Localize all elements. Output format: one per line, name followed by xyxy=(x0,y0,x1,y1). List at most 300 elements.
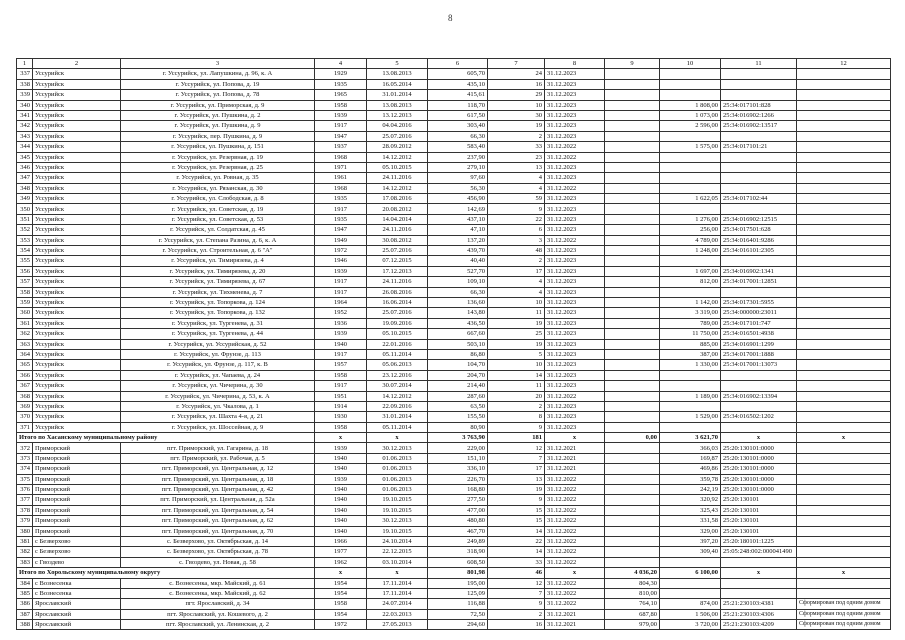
cell-resettlement-deadline: 31.12.2023 xyxy=(545,162,605,172)
cell-cadastral-number xyxy=(721,557,797,567)
cell-municipality: Приморский xyxy=(33,443,121,453)
cell-address: пгт. Приморский, ул. Центральная, д. 54 xyxy=(121,505,315,515)
cell-land-area: 1 142,00 xyxy=(660,297,721,307)
cell-value-9 xyxy=(605,266,660,276)
cell-municipality: Уссурийск xyxy=(33,152,121,162)
cell-address: г. Уссурийск, ул. Чичерина, д. 30 xyxy=(121,381,315,391)
cell-address: пгт. Ярославский, ул. Ленинская, д. 2 xyxy=(121,620,315,630)
table-row xyxy=(17,588,891,598)
cell-municipality: Ярославский xyxy=(33,609,121,619)
cell-resettlement-deadline: 31.12.2022 xyxy=(545,183,605,193)
cell-build-year: 1972 xyxy=(315,246,367,256)
cell-value-9: 687,80 xyxy=(605,609,660,619)
cell-land-area: 2 596,00 xyxy=(660,121,721,131)
cell-row-number: 357 xyxy=(17,277,33,287)
cell-residents: 5 xyxy=(488,349,545,359)
cell-land-area xyxy=(660,183,721,193)
cell-area: 56,30 xyxy=(428,183,488,193)
cell-note xyxy=(797,69,891,79)
table-row xyxy=(17,142,891,152)
cell-cadastral-number xyxy=(721,79,797,89)
cell-residents: 8 xyxy=(488,412,545,422)
cell-area: 195,00 xyxy=(428,578,488,588)
cell-residents: 19 xyxy=(488,318,545,328)
cell-note xyxy=(797,256,891,266)
cell-note xyxy=(797,287,891,297)
cell-area: 104,70 xyxy=(428,360,488,370)
cell-cadastral-number xyxy=(721,588,797,598)
cell-area: 667,60 xyxy=(428,329,488,339)
cell-resettlement-deadline: 31.12.2021 xyxy=(545,464,605,474)
cell-note xyxy=(797,526,891,536)
cell-address: г. Уссурийск, ул. Чкалова, д. 1 xyxy=(121,401,315,411)
cell-residents: 33 xyxy=(488,557,545,567)
cell-build-year: 1939 xyxy=(315,443,367,453)
cell-resettlement-deadline: 31.12.2023 xyxy=(545,100,605,110)
cell-note xyxy=(797,297,891,307)
cell-row-number: 376 xyxy=(17,485,33,495)
cell-build-year: 1917 xyxy=(315,204,367,214)
cell-cadastral-number: 25:21:230103:4306 xyxy=(721,609,797,619)
cell-resettlement-deadline: 31.12.2023 xyxy=(545,318,605,328)
cell-build-year: 1958 xyxy=(315,599,367,609)
cell-note xyxy=(797,235,891,245)
cell-value-9 xyxy=(605,536,660,546)
cell-municipality: Уссурийск xyxy=(33,173,121,183)
table-row xyxy=(17,329,891,339)
cell-build-year: 1917 xyxy=(315,381,367,391)
cell-row-number: 361 xyxy=(17,318,33,328)
cell-build-year: 1972 xyxy=(315,620,367,630)
cell-row-number: 352 xyxy=(17,225,33,235)
cell-address: г. Уссурийск, ул. Топоркова, д. 132 xyxy=(121,308,315,318)
cell-value-9 xyxy=(605,412,660,422)
cell-build-year: 1958 xyxy=(315,100,367,110)
cell-resettlement-deadline: 31.12.2023 xyxy=(545,110,605,120)
cell-recognition-date: 01.06.2013 xyxy=(367,453,428,463)
cell-build-year: 1951 xyxy=(315,391,367,401)
cell-cadastral-number xyxy=(721,162,797,172)
subtotal-area: 801,98 xyxy=(428,568,488,578)
cell-land-area xyxy=(660,69,721,79)
cell-recognition-date: 13.08.2013 xyxy=(367,69,428,79)
cell-address: г. Уссурийск, ул. Пушкина, д. 151 xyxy=(121,142,315,152)
cell-row-number: 387 xyxy=(17,609,33,619)
cell-residents: 3 xyxy=(488,235,545,245)
cell-resettlement-deadline: 31.12.2023 xyxy=(545,131,605,141)
cell-row-number: 347 xyxy=(17,173,33,183)
cell-resettlement-deadline: 31.12.2023 xyxy=(545,308,605,318)
cell-value-9 xyxy=(605,547,660,557)
cell-land-area: 320,92 xyxy=(660,495,721,505)
cell-cadastral-number: 25:34:016902:1266 xyxy=(721,110,797,120)
cell-land-area: 469,86 xyxy=(660,464,721,474)
cell-land-area: 1 330,00 xyxy=(660,360,721,370)
cell-municipality: Уссурийск xyxy=(33,391,121,401)
cell-row-number: 349 xyxy=(17,194,33,204)
subtotal-land-area: 6 100,00 xyxy=(660,568,721,578)
cell-resettlement-deadline: 31.12.2023 xyxy=(545,266,605,276)
cell-residents: 4 xyxy=(488,287,545,297)
cell-note xyxy=(797,453,891,463)
cell-land-area: 329,00 xyxy=(660,526,721,536)
cell-land-area xyxy=(660,173,721,183)
cell-address: г. Уссурийск, ул. Чичерина, д. 53, к. А xyxy=(121,391,315,401)
cell-address: г. Уссурийск, ул. Ровная, д. 35 xyxy=(121,173,315,183)
cell-value-9 xyxy=(605,474,660,484)
cell-area: 137,20 xyxy=(428,235,488,245)
cell-residents: 2 xyxy=(488,131,545,141)
cell-build-year: 1935 xyxy=(315,79,367,89)
cell-value-9 xyxy=(605,557,660,567)
cell-area: 168,80 xyxy=(428,485,488,495)
cell-build-year: 1939 xyxy=(315,110,367,120)
cell-row-number: 364 xyxy=(17,349,33,359)
cell-land-area: 387,00 xyxy=(660,349,721,359)
cell-resettlement-deadline: 31.12.2023 xyxy=(545,349,605,359)
cell-recognition-date: 16.06.2014 xyxy=(367,297,428,307)
table-row xyxy=(17,547,891,557)
cell-note xyxy=(797,318,891,328)
cell-note xyxy=(797,339,891,349)
cell-municipality: Уссурийск xyxy=(33,90,121,100)
cell-recognition-date: 27.05.2013 xyxy=(367,620,428,630)
cell-row-number: 365 xyxy=(17,360,33,370)
cell-land-area: 1 697,00 xyxy=(660,266,721,276)
cell-residents: 14 xyxy=(488,526,545,536)
cell-address: г. Уссурийск, ул. Строительная, д. 6 "А" xyxy=(121,246,315,256)
cell-residents: 7 xyxy=(488,453,545,463)
table-row xyxy=(17,266,891,276)
cell-area: 279,10 xyxy=(428,162,488,172)
subtotal-build-year: x xyxy=(315,568,367,578)
cell-build-year: 1935 xyxy=(315,194,367,204)
cell-area: 47,10 xyxy=(428,225,488,235)
column-number-header-row xyxy=(17,59,891,69)
cell-value-9 xyxy=(605,110,660,120)
cell-note xyxy=(797,204,891,214)
cell-recognition-date: 31.01.2014 xyxy=(367,412,428,422)
cell-recognition-date: 19.10.2015 xyxy=(367,526,428,536)
cell-address: г. Уссурийск, ул. Шахта 4-я, д. 21 xyxy=(121,412,315,422)
table-row xyxy=(17,609,891,619)
cell-address: г. Уссурийск, ул. Уссурийская, д. 52 xyxy=(121,339,315,349)
cell-note xyxy=(797,443,891,453)
cell-value-9 xyxy=(605,152,660,162)
cell-value-9 xyxy=(605,495,660,505)
cell-residents: 19 xyxy=(488,339,545,349)
table-row xyxy=(17,287,891,297)
cell-resettlement-deadline: 31.12.2023 xyxy=(545,339,605,349)
subtotal-recognition-date: x xyxy=(367,568,428,578)
cell-address: г. Уссурийск, ул. Фрунзе, д. 113 xyxy=(121,349,315,359)
cell-note xyxy=(797,547,891,557)
column-number-header: 3 xyxy=(121,59,315,69)
cell-area: 151,10 xyxy=(428,453,488,463)
table-row xyxy=(17,349,891,359)
cell-municipality: с Вознесенка xyxy=(33,578,121,588)
cell-land-area xyxy=(660,422,721,432)
table-row xyxy=(17,422,891,432)
cell-value-9 xyxy=(605,391,660,401)
cell-row-number: 338 xyxy=(17,79,33,89)
cell-municipality: Ярославский xyxy=(33,620,121,630)
table-row xyxy=(17,464,891,474)
cell-area: 125,09 xyxy=(428,588,488,598)
cell-cadastral-number: 25:20:130101:0000 xyxy=(721,453,797,463)
cell-build-year: 1962 xyxy=(315,557,367,567)
cell-municipality: Уссурийск xyxy=(33,256,121,266)
cell-resettlement-deadline: 31.12.2023 xyxy=(545,381,605,391)
cell-cadastral-number: 25:21:230103:4381 xyxy=(721,599,797,609)
table-row xyxy=(17,308,891,318)
cell-build-year: 1946 xyxy=(315,256,367,266)
cell-note xyxy=(797,381,891,391)
cell-row-number: 360 xyxy=(17,308,33,318)
subtotal-row xyxy=(17,568,891,578)
cell-land-area xyxy=(660,90,721,100)
cell-recognition-date: 20.08.2012 xyxy=(367,204,428,214)
cell-cadastral-number: 25:34:016502:1202 xyxy=(721,412,797,422)
cell-municipality: Приморский xyxy=(33,464,121,474)
cell-address: г. Уссурийск, ул. Фрунзе, д. 117, к. В xyxy=(121,360,315,370)
cell-resettlement-deadline: 31.12.2021 xyxy=(545,620,605,630)
cell-residents: 10 xyxy=(488,297,545,307)
cell-residents: 22 xyxy=(488,214,545,224)
subtotal-label: Итого по Хорольскому муниципальному округу xyxy=(17,568,315,578)
cell-cadastral-number xyxy=(721,69,797,79)
cell-area: 86,80 xyxy=(428,349,488,359)
cell-recognition-date: 24.11.2016 xyxy=(367,173,428,183)
cell-address: г. Уссурийск, ул. Резервная, д. 19 xyxy=(121,152,315,162)
cell-area: 608,50 xyxy=(428,557,488,567)
cell-row-number: 370 xyxy=(17,412,33,422)
table-row xyxy=(17,536,891,546)
cell-resettlement-deadline: 31.12.2021 xyxy=(545,453,605,463)
cell-row-number: 356 xyxy=(17,266,33,276)
cell-value-9 xyxy=(605,526,660,536)
cell-resettlement-deadline: 31.12.2022 xyxy=(545,526,605,536)
cell-residents: 16 xyxy=(488,79,545,89)
cell-recognition-date: 31.01.2014 xyxy=(367,90,428,100)
cell-build-year: 1940 xyxy=(315,505,367,515)
cell-recognition-date: 19.09.2016 xyxy=(367,318,428,328)
table-row xyxy=(17,474,891,484)
cell-area: 437,10 xyxy=(428,214,488,224)
cell-residents: 59 xyxy=(488,194,545,204)
cell-area: 303,40 xyxy=(428,121,488,131)
subtotal-resettlement-deadline: x xyxy=(545,433,605,443)
cell-municipality: с Безверхово xyxy=(33,536,121,546)
cell-row-number: 371 xyxy=(17,422,33,432)
cell-address: с. Гвоздево, ул. Новая, д. 58 xyxy=(121,557,315,567)
cell-area: 503,10 xyxy=(428,339,488,349)
table-row xyxy=(17,557,891,567)
cell-value-9 xyxy=(605,443,660,453)
cell-cadastral-number: 25:20:130101:0000 xyxy=(721,464,797,474)
cell-note xyxy=(797,370,891,380)
cell-area: 277,50 xyxy=(428,495,488,505)
table-row xyxy=(17,443,891,453)
cell-recognition-date: 19.10.2015 xyxy=(367,505,428,515)
table-row xyxy=(17,246,891,256)
table-row xyxy=(17,194,891,204)
cell-resettlement-deadline: 31.12.2022 xyxy=(545,495,605,505)
cell-resettlement-deadline: 31.12.2023 xyxy=(545,329,605,339)
cell-cadastral-number: 25:34:016501:4938 xyxy=(721,329,797,339)
cell-address: пгт. Приморский, ул. Центральная, д. 18 xyxy=(121,474,315,484)
column-number-header: 1 xyxy=(17,59,33,69)
cell-resettlement-deadline: 31.12.2023 xyxy=(545,173,605,183)
cell-note xyxy=(797,422,891,432)
cell-cadastral-number: 25:34:017001:13073 xyxy=(721,360,797,370)
cell-area: 109,10 xyxy=(428,277,488,287)
cell-municipality: Уссурийск xyxy=(33,79,121,89)
page-mark: 8 xyxy=(448,13,453,23)
cell-land-area: 1 529,00 xyxy=(660,412,721,422)
cell-value-9 xyxy=(605,329,660,339)
housing-registry-table xyxy=(16,58,891,630)
cell-municipality: Уссурийск xyxy=(33,162,121,172)
cell-note xyxy=(797,266,891,276)
table-row xyxy=(17,526,891,536)
cell-row-number: 369 xyxy=(17,401,33,411)
cell-recognition-date: 30.08.2012 xyxy=(367,235,428,245)
cell-land-area xyxy=(660,287,721,297)
cell-value-9 xyxy=(605,246,660,256)
cell-address: пгт. Приморский, ул. Центральная, д. 62 xyxy=(121,516,315,526)
cell-value-9 xyxy=(605,214,660,224)
cell-address: г. Уссурийск, ул. Тимирязева, д. 4 xyxy=(121,256,315,266)
table-row xyxy=(17,516,891,526)
cell-address: г. Уссурийск, ул. Советская, д. 53 xyxy=(121,214,315,224)
cell-resettlement-deadline: 31.12.2023 xyxy=(545,401,605,411)
cell-residents: 2 xyxy=(488,609,545,619)
cell-area: 40,40 xyxy=(428,256,488,266)
cell-value-9 xyxy=(605,401,660,411)
cell-build-year: 1958 xyxy=(315,370,367,380)
cell-cadastral-number: 25:20:180101:1225 xyxy=(721,536,797,546)
cell-build-year: 1952 xyxy=(315,308,367,318)
cell-recognition-date: 22.03.2013 xyxy=(367,609,428,619)
cell-address: г. Уссурийск, ул. Лапушкина, д. 96, к. А xyxy=(121,69,315,79)
cell-row-number: 353 xyxy=(17,235,33,245)
cell-resettlement-deadline: 31.12.2023 xyxy=(545,412,605,422)
cell-cadastral-number: 25:34:017501:628 xyxy=(721,225,797,235)
cell-build-year: 1939 xyxy=(315,266,367,276)
cell-resettlement-deadline: 31.12.2023 xyxy=(545,370,605,380)
cell-value-9 xyxy=(605,422,660,432)
subtotal-residents: 46 xyxy=(488,568,545,578)
cell-resettlement-deadline: 31.12.2023 xyxy=(545,246,605,256)
cell-row-number: 340 xyxy=(17,100,33,110)
cell-cadastral-number xyxy=(721,578,797,588)
cell-recognition-date: 01.06.2013 xyxy=(367,474,428,484)
cell-residents: 48 xyxy=(488,246,545,256)
cell-cadastral-number: 25:34:000000:23011 xyxy=(721,308,797,318)
cell-row-number: 375 xyxy=(17,474,33,484)
cell-area: 456,90 xyxy=(428,194,488,204)
cell-land-area: 885,00 xyxy=(660,339,721,349)
cell-value-9 xyxy=(605,381,660,391)
cell-municipality: Уссурийск xyxy=(33,277,121,287)
cell-land-area: 1 248,00 xyxy=(660,246,721,256)
cell-recognition-date: 24.07.2014 xyxy=(367,599,428,609)
cell-build-year: 1939 xyxy=(315,474,367,484)
cell-cadastral-number xyxy=(721,90,797,100)
cell-land-area xyxy=(660,370,721,380)
cell-row-number: 385 xyxy=(17,588,33,598)
cell-build-year: 1940 xyxy=(315,495,367,505)
cell-note xyxy=(797,152,891,162)
table-row xyxy=(17,391,891,401)
cell-recognition-date: 17.08.2016 xyxy=(367,194,428,204)
cell-residents: 19 xyxy=(488,121,545,131)
cell-land-area xyxy=(660,204,721,214)
cell-recognition-date: 26.08.2016 xyxy=(367,287,428,297)
table-row xyxy=(17,79,891,89)
cell-recognition-date: 25.07.2016 xyxy=(367,246,428,256)
cell-municipality: Уссурийск xyxy=(33,401,121,411)
cell-cadastral-number: 25:34:017301:5955 xyxy=(721,297,797,307)
cell-address: г. Уссурийск, ул. Степана Разина, д. 6, к. А xyxy=(121,235,315,245)
cell-recognition-date: 14.04.2014 xyxy=(367,214,428,224)
cell-area: 436,50 xyxy=(428,318,488,328)
cell-cadastral-number: 25:20:130101 xyxy=(721,495,797,505)
subtotal-recognition-date: x xyxy=(367,433,428,443)
cell-resettlement-deadline: 31.12.2022 xyxy=(545,599,605,609)
cell-value-9 xyxy=(605,194,660,204)
table-row xyxy=(17,318,891,328)
table-row xyxy=(17,599,891,609)
cell-note xyxy=(797,308,891,318)
cell-land-area: 812,00 xyxy=(660,277,721,287)
cell-land-area xyxy=(660,588,721,598)
cell-recognition-date: 28.09.2012 xyxy=(367,142,428,152)
cell-residents: 10 xyxy=(488,100,545,110)
cell-residents: 25 xyxy=(488,329,545,339)
cell-address: г. Уссурийск, ул. Советская, д. 19 xyxy=(121,204,315,214)
cell-cadastral-number xyxy=(721,287,797,297)
cell-recognition-date: 13.08.2013 xyxy=(367,100,428,110)
cell-residents: 9 xyxy=(488,495,545,505)
cell-address: г. Уссурийск, ул. Попова, д. 19 xyxy=(121,79,315,89)
cell-residents: 11 xyxy=(488,381,545,391)
cell-address: с. Безверхово, ул. Октябрьская, д. 14 xyxy=(121,536,315,546)
cell-row-number: 344 xyxy=(17,142,33,152)
cell-recognition-date: 01.06.2013 xyxy=(367,464,428,474)
cell-municipality: Уссурийск xyxy=(33,339,121,349)
table-row xyxy=(17,256,891,266)
cell-residents: 14 xyxy=(488,370,545,380)
cell-cadastral-number: 25:34:016902:12515 xyxy=(721,214,797,224)
cell-address: г. Уссурийск, ул. Резервная, д. 25 xyxy=(121,162,315,172)
cell-value-9 xyxy=(605,79,660,89)
cell-land-area: 1 276,00 xyxy=(660,214,721,224)
cell-note xyxy=(797,495,891,505)
cell-land-area: 242,19 xyxy=(660,485,721,495)
cell-build-year: 1949 xyxy=(315,235,367,245)
cell-recognition-date: 19.10.2015 xyxy=(367,495,428,505)
cell-value-9 xyxy=(605,464,660,474)
column-number-header: 12 xyxy=(797,59,891,69)
cell-cadastral-number xyxy=(721,183,797,193)
cell-residents: 10 xyxy=(488,360,545,370)
cell-municipality: Уссурийск xyxy=(33,266,121,276)
cell-municipality: Уссурийск xyxy=(33,194,121,204)
table-row xyxy=(17,183,891,193)
cell-land-area: 1 575,00 xyxy=(660,142,721,152)
